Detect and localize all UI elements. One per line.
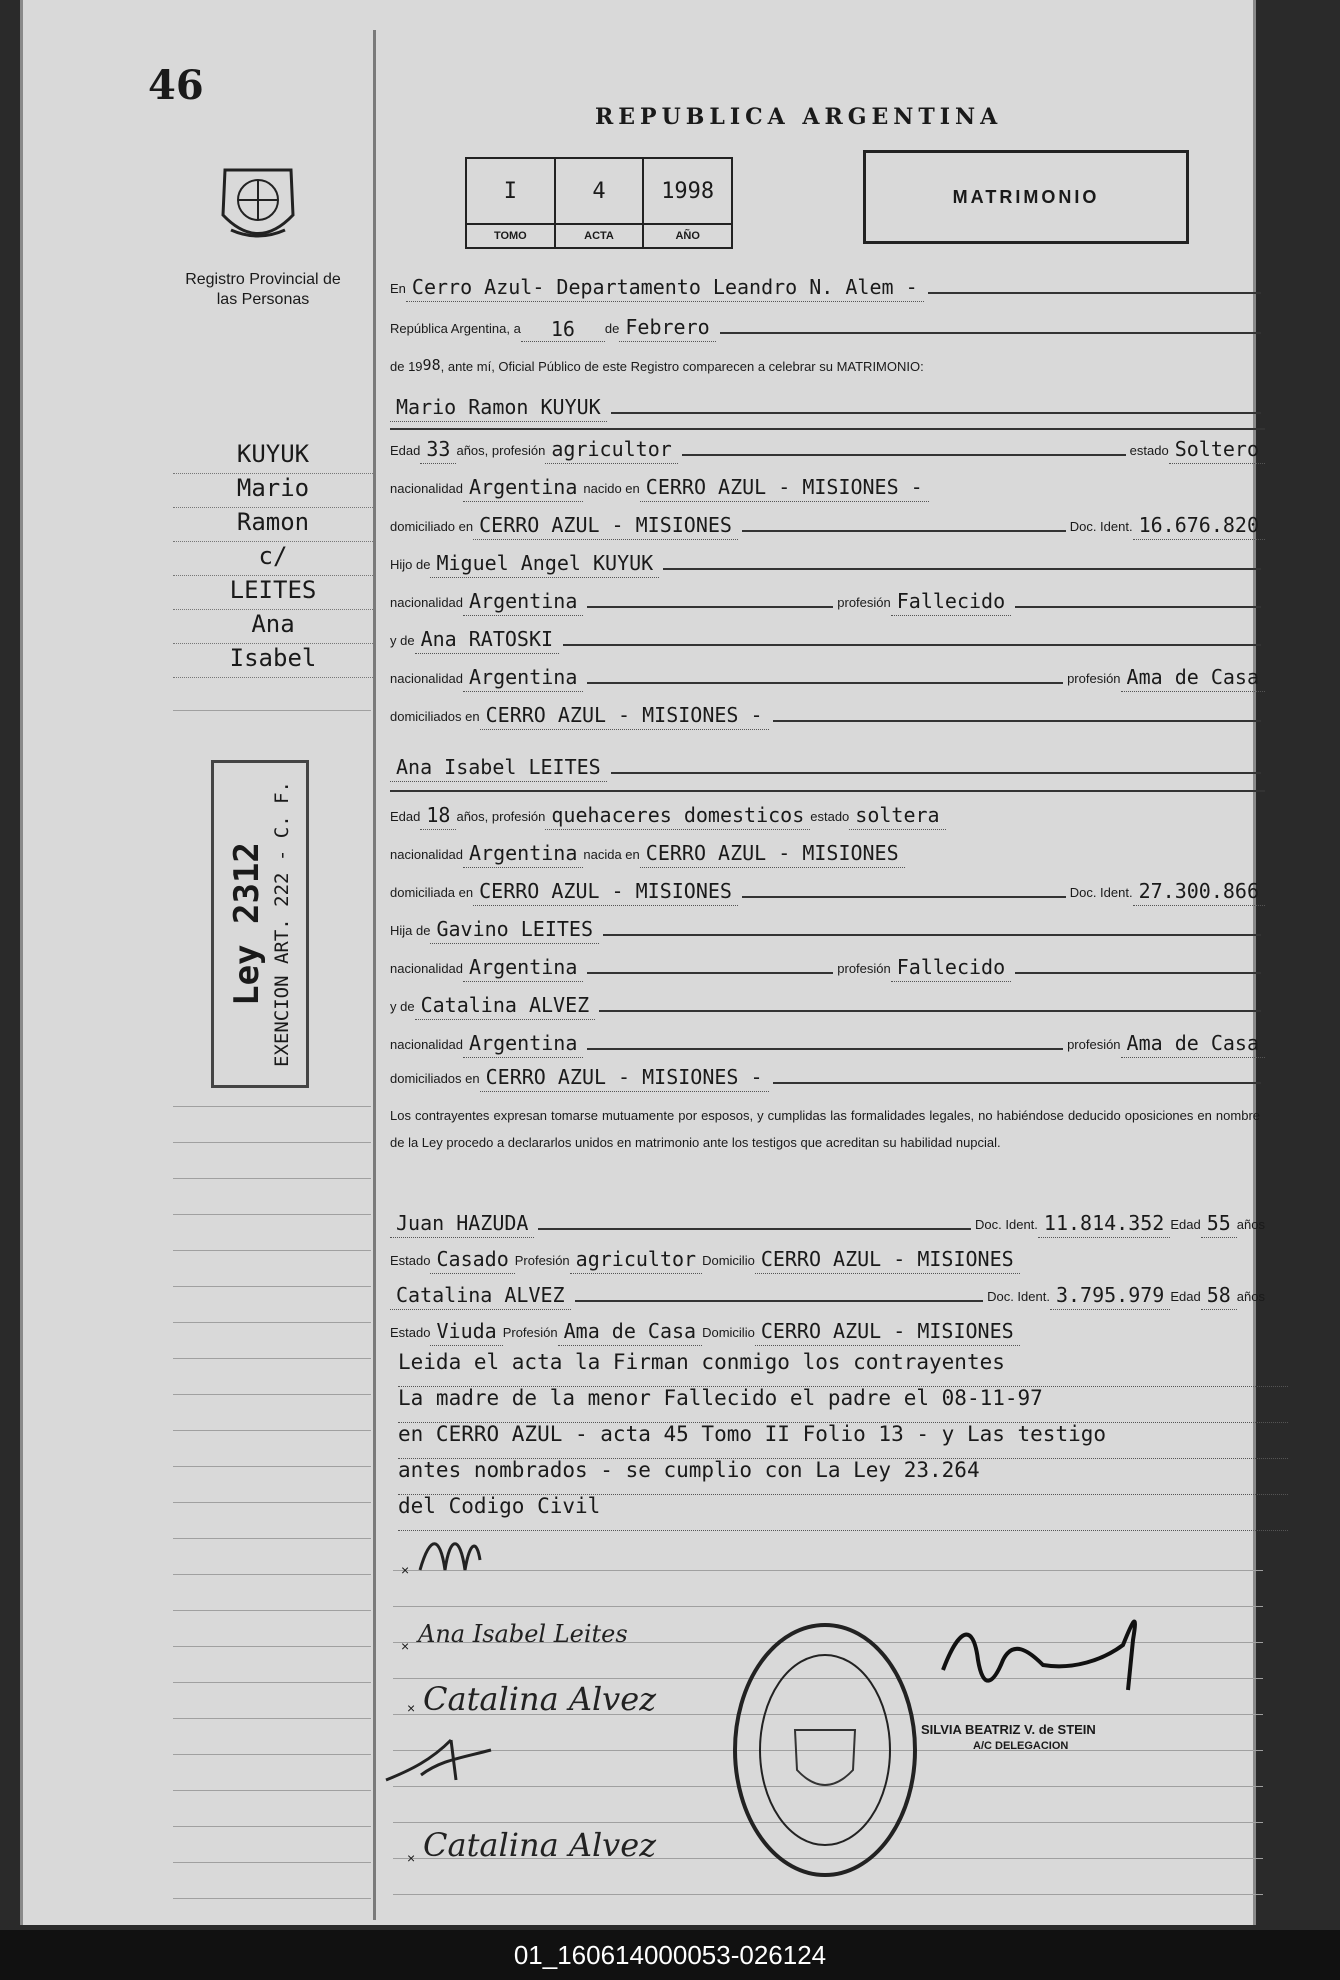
bride-parents-domicile-line (390, 1058, 1265, 1092)
margin-names (173, 440, 373, 678)
bride-parents-domicile: CERRO AZUL - MISIONES - (480, 1065, 769, 1092)
edad-label: Edad (390, 443, 421, 458)
hija-label: Hija de (390, 923, 431, 938)
groom-name: Mario Ramon KUYUK (390, 395, 607, 422)
ruled-line (173, 1466, 371, 1467)
groom-mother: Ana RATOSKI (415, 627, 559, 654)
margin-name-line: c/ (173, 542, 373, 576)
ruled-line (173, 1610, 371, 1611)
anos-label: años (1236, 1289, 1265, 1304)
separator (390, 790, 1265, 792)
domiciliados-label: domiciliados en (390, 1071, 480, 1086)
anos-label: años (1236, 1217, 1265, 1232)
profesion-label: Profesión (514, 1253, 570, 1268)
margin-name-line: Ana (173, 610, 373, 644)
observation-line: en CERRO AZUL - acta 45 Tomo II Folio 13 - y Las testigo (398, 1422, 1288, 1459)
groom-mother-profession: Ama de Casa (1121, 665, 1265, 692)
domiciliada-label: domiciliada en (390, 885, 474, 900)
witness-2-profession: Ama de Casa (558, 1319, 702, 1346)
provincial-seal-icon (213, 160, 303, 250)
witness-1-details-line (390, 1240, 1265, 1274)
exemption-stamp (211, 760, 309, 1088)
groom-mother-line (390, 620, 1265, 654)
doc-label: Doc. Ident. (1069, 885, 1133, 900)
profesion-label: profesión (837, 961, 891, 976)
exemption-stamp-text (227, 781, 293, 1067)
tomo-label: TOMO (467, 223, 554, 247)
ruled-line (173, 1862, 371, 1863)
estado-label: Estado (390, 1253, 431, 1268)
bride-mother: Catalina ALVEZ (415, 993, 596, 1020)
ruled-line (173, 1718, 371, 1719)
republic-label: República Argentina, a (390, 321, 521, 336)
record-type-box: MATRIMONIO (863, 150, 1189, 244)
edad-label: Edad (1170, 1289, 1201, 1304)
bride-nationality-line (390, 834, 1265, 868)
ruled-line (173, 1214, 371, 1215)
fingerprint-signature-icon (415, 1530, 485, 1580)
observation-line: Leida el acta la Firman conmigo los contrayentes (398, 1350, 1288, 1387)
bride-domicile: CERRO AZUL - MISIONES (473, 879, 738, 906)
bride-profession: quehaceres domesticos (545, 803, 810, 830)
doc-label: Doc. Ident. (987, 1289, 1050, 1304)
witness-1-estado: Casado (430, 1247, 514, 1274)
signature-mark: × (401, 1638, 410, 1654)
bride-estado: soltera (849, 803, 945, 830)
margin-name-line: LEITES (173, 576, 373, 610)
edad-label: Edad (1170, 1217, 1201, 1232)
witness-signature-2: Catalina Alvez (423, 1826, 657, 1864)
tomo-value: I (503, 178, 517, 204)
nacionalidad-label: nacionalidad (390, 1037, 464, 1052)
witness-1-line (390, 1204, 1265, 1238)
nacionalidad-label: nacionalidad (390, 595, 464, 610)
groom-mother-nationality-line (390, 658, 1265, 692)
anio-value: 1998 (661, 178, 715, 204)
bride-age: 18 (420, 803, 456, 830)
yde-label: y de (390, 999, 415, 1014)
bride-mother-nationality: Argentina (463, 1031, 583, 1058)
bride-doc: 27.300.866 (1133, 879, 1265, 906)
document-title: REPUBLICA ARGENTINA (595, 104, 1003, 130)
domiciliado-label: domiciliado en (390, 519, 474, 534)
de-label: de (604, 321, 620, 336)
bride-mother-profession: Ama de Casa (1121, 1031, 1265, 1058)
doc-label: Doc. Ident. (975, 1217, 1038, 1232)
ruled-line (173, 1754, 371, 1755)
ruled-line (173, 1538, 371, 1539)
groom-nationality-line (390, 468, 1265, 502)
groom-nationality: Argentina (463, 475, 583, 502)
intro-place-line (390, 268, 1265, 302)
groom-birthplace: CERRO AZUL - MISIONES - (640, 475, 929, 502)
ruled-line (173, 1790, 371, 1791)
bride-father-profession: Fallecido (891, 955, 1011, 982)
margin-name-line: KUYUK (173, 440, 373, 474)
ruled-line (173, 1826, 371, 1827)
witness-2-details-line (390, 1312, 1265, 1346)
ruled-line (173, 1646, 371, 1647)
groom-domicile: CERRO AZUL - MISIONES (473, 513, 738, 540)
day-value: 16 (521, 317, 605, 342)
ruled-line (173, 1286, 371, 1287)
acta-cell (556, 159, 645, 247)
bride-father-nationality: Argentina (463, 955, 583, 982)
witness-2-doc: 3.795.979 (1050, 1283, 1170, 1310)
ruled-line (173, 1394, 371, 1395)
witness-2-line (390, 1276, 1265, 1310)
groom-domicile-line (390, 506, 1265, 540)
bride-name-line (390, 748, 1265, 782)
hijo-label: Hijo de (390, 557, 431, 572)
margin-name-line: Ramon (173, 508, 373, 542)
estado-label: estado (810, 809, 850, 824)
anio-cell (644, 159, 731, 247)
witness-2-estado: Viuda (430, 1319, 502, 1346)
acta-label: ACTA (556, 223, 643, 247)
nacida-label: nacida en (583, 847, 640, 862)
bride-father-nationality-line (390, 948, 1265, 982)
nacionalidad-label: nacionalidad (390, 481, 464, 496)
ruled-line (393, 1894, 1263, 1895)
stamp-law: Ley 2312 (227, 842, 267, 1006)
ruled-line (173, 1502, 371, 1503)
profesion-label: profesión (1067, 671, 1121, 686)
domicilio-label: Domicilio (702, 1253, 755, 1268)
groom-father-line (390, 544, 1265, 578)
bride-mother-nationality-line (390, 1024, 1265, 1058)
margin-name-line: Mario (173, 474, 373, 508)
signature-mark: × (407, 1700, 416, 1716)
doc-label: Doc. Ident. (1069, 519, 1133, 534)
intro-date-line (390, 308, 1265, 342)
bride-father: Gavino LEITES (430, 917, 599, 944)
groom-profession: agricultor (545, 437, 677, 464)
observation-line: antes nombrados - se cumplio con La Ley 23.264 (398, 1458, 1288, 1495)
ruled-line (173, 1358, 371, 1359)
anos-profesion-label: años, profesión (456, 443, 546, 458)
statement-text: , ante mí, Oficial Público de este Registro comparecen a celebrar su MATRIMONIO: (440, 359, 924, 374)
groom-mother-nationality: Argentina (463, 665, 583, 692)
yde-label: y de (390, 633, 415, 648)
official-signature-icon (933, 1600, 1163, 1710)
ruled-line (173, 1574, 371, 1575)
groom-father-nationality: Argentina (463, 589, 583, 616)
scan-id-footer: 01_160614000053-026124 (0, 1930, 1340, 1980)
month-value: Febrero (619, 315, 715, 342)
ruled-line (173, 710, 371, 711)
groom-doc: 16.676.820 (1133, 513, 1265, 540)
acta-value: 4 (592, 178, 606, 204)
year-prefix: de 19 (390, 359, 423, 374)
domiciliados-label: domiciliados en (390, 709, 480, 724)
stamp-article: EXENCION ART. 222 - C. F. (271, 781, 293, 1067)
signature-mark: × (407, 1850, 416, 1866)
witness-1-domicile: CERRO AZUL - MISIONES (755, 1247, 1020, 1274)
ruled-line (173, 1178, 371, 1179)
witness-signature: Catalina Alvez (423, 1680, 657, 1718)
page-number: 46 (148, 62, 204, 109)
official-name: SILVIA BEATRIZ V. de STEIN (921, 1722, 1096, 1737)
profesion-label: profesión (837, 595, 891, 610)
bride-birthplace: CERRO AZUL - MISIONES (640, 841, 905, 868)
estado-label: Estado (390, 1325, 431, 1340)
registry-label: Registro Provincial de las Personas (185, 271, 341, 308)
nacionalidad-label: nacionalidad (390, 847, 464, 862)
tomo-acta-box (465, 157, 733, 249)
official-role: A/C DELEGACION (973, 1740, 1069, 1752)
witness-1-profession: agricultor (570, 1247, 702, 1274)
witness-1-doc: 11.814.352 (1038, 1211, 1170, 1238)
bride-name: Ana Isabel LEITES (390, 755, 607, 782)
profesion-label: Profesión (502, 1325, 558, 1340)
margin-name-line: Isabel (173, 644, 373, 678)
groom-age: 33 (420, 437, 456, 464)
witness-1-age: 55 (1201, 1211, 1237, 1238)
ruled-line (393, 1570, 1263, 1571)
document-page (20, 0, 1265, 1925)
groom-parents-domicile-line (390, 696, 1265, 730)
estado-label: estado (1129, 443, 1169, 458)
witness-2-age: 58 (1201, 1283, 1237, 1310)
groom-father-nationality-line (390, 582, 1265, 616)
observation-line: La madre de la menor Fallecido el padre el 08-11-97 (398, 1386, 1288, 1423)
anos-profesion-label: años, profesión (456, 809, 546, 824)
witness-2-name: Catalina ALVEZ (390, 1283, 571, 1310)
groom-estado: Soltero (1169, 437, 1265, 464)
nacionalidad-label: nacionalidad (390, 671, 464, 686)
bride-signature: Ana Isabel Leites (418, 1620, 628, 1648)
intro-statement-line (390, 346, 1265, 380)
witness-1-name: Juan HAZUDA (390, 1211, 534, 1238)
scribble-signature-icon (381, 1730, 501, 1790)
edad-label: Edad (390, 809, 421, 824)
groom-father: Miguel Angel KUYUK (430, 551, 659, 578)
legal-declaration: Los contrayentes expresan tomarse mutuamente por esposos, y cumplidas las formalidades legales, no habiéndose deducido oposiciones en nombre de la Ley procedo a declararlos unidos en matrimonio ante los testigos que acreditan su habilidad nupcial. (390, 1108, 1260, 1150)
bride-father-line (390, 910, 1265, 944)
official-seal-icon (725, 1615, 925, 1885)
groom-name-line (390, 388, 1265, 422)
bride-domicile-line (390, 872, 1265, 906)
ruled-line (173, 1250, 371, 1251)
ruled-line (173, 1106, 371, 1107)
ruled-line (173, 1142, 371, 1143)
groom-age-line (390, 430, 1265, 464)
column-divider (373, 30, 376, 1920)
ruled-line (173, 1322, 371, 1323)
groom-father-profession: Fallecido (891, 589, 1011, 616)
en-label: En (390, 281, 406, 296)
ruled-line (173, 1898, 371, 1899)
signature-mark: × (401, 1562, 410, 1578)
observation-line: del Codigo Civil (398, 1494, 1288, 1531)
place-value: Cerro Azul- Departamento Leandro N. Alem - (406, 275, 924, 302)
profesion-label: profesión (1067, 1037, 1121, 1052)
tomo-cell (467, 159, 556, 247)
nacido-label: nacido en (583, 481, 640, 496)
bride-age-line (390, 796, 1265, 830)
groom-parents-domicile: CERRO AZUL - MISIONES - (480, 703, 769, 730)
witness-2-domicile: CERRO AZUL - MISIONES (755, 1319, 1020, 1346)
year-suffix: 98 (422, 356, 441, 374)
nacionalidad-label: nacionalidad (390, 961, 464, 976)
bride-mother-line (390, 986, 1265, 1020)
domicilio-label: Domicilio (702, 1325, 755, 1340)
ruled-line (173, 1430, 371, 1431)
anio-label: AÑO (644, 223, 731, 247)
ruled-line (173, 1682, 371, 1683)
bride-nationality: Argentina (463, 841, 583, 868)
